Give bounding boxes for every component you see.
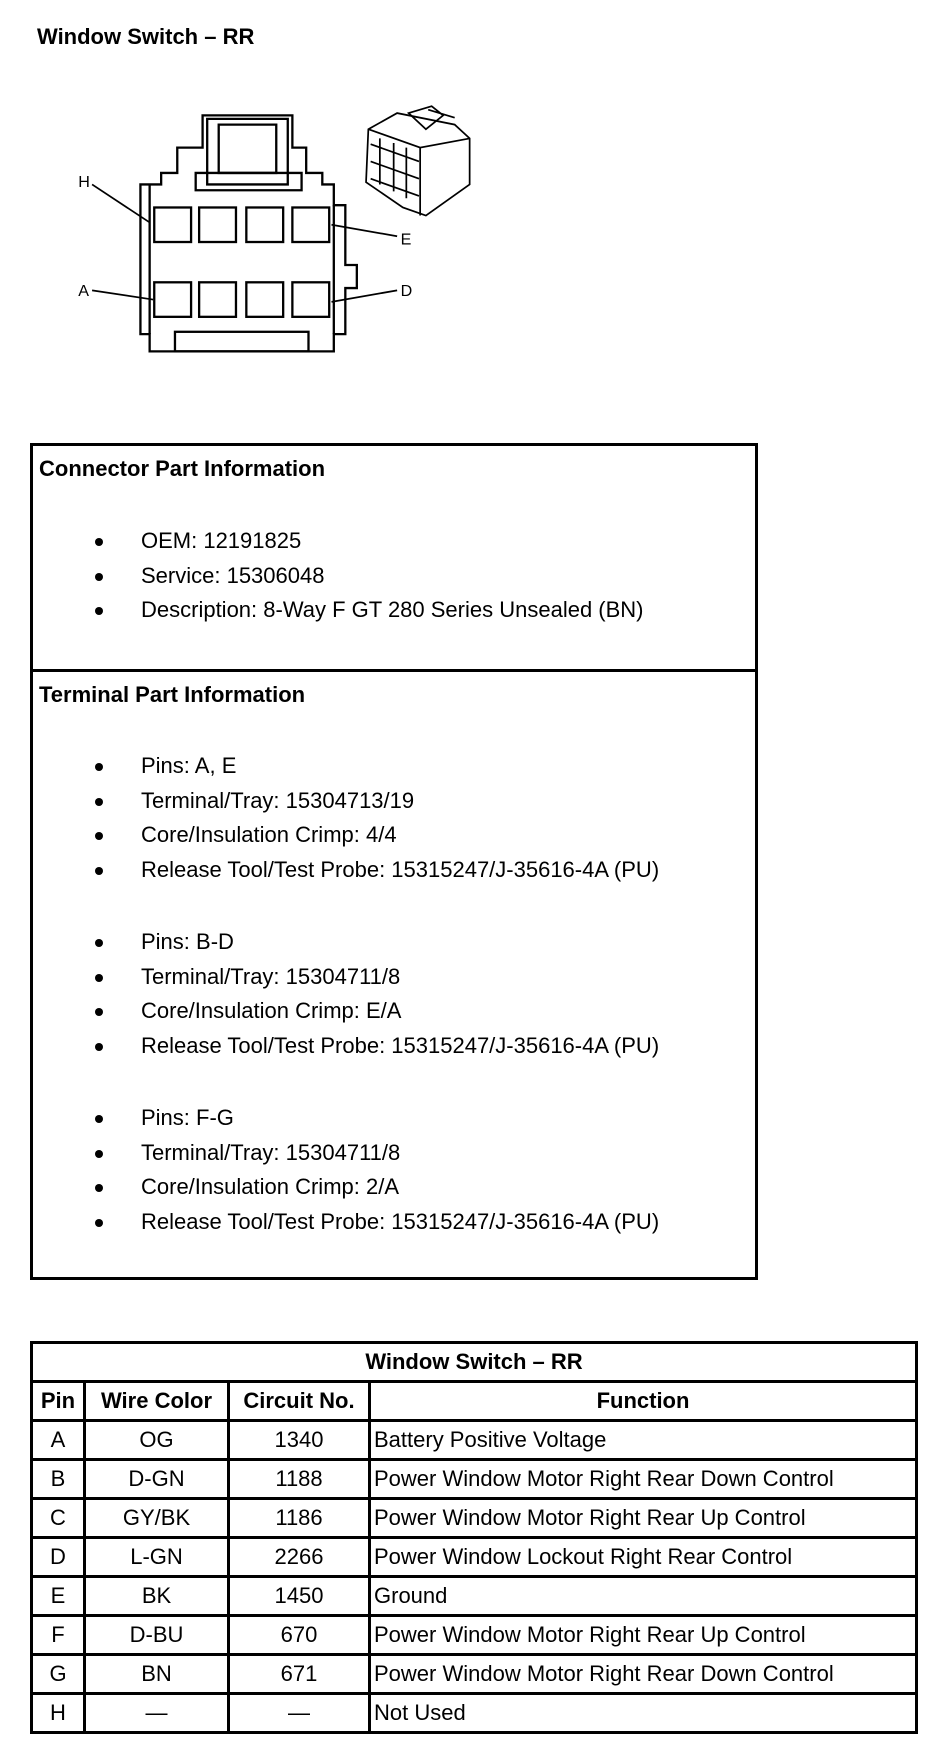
circuit-cell: 1340 (229, 1421, 370, 1460)
section-heading: Terminal Part Information (39, 682, 306, 707)
cavity (292, 207, 329, 242)
list-item: Core/Insulation Crimp: 4/4 (33, 818, 659, 853)
list-item: Release Tool/Test Probe: 15315247/J-35616-4A (PU) (33, 853, 659, 888)
circuit-cell: 671 (229, 1655, 370, 1694)
function-cell: Power Window Motor Right Rear Up Control (370, 1499, 917, 1538)
pin-cell: F (32, 1616, 85, 1655)
connector-3d-view (366, 106, 470, 215)
list-item: Terminal/Tray: 15304711/8 (33, 1136, 659, 1171)
cavity (292, 282, 329, 317)
pin-label-e: E (400, 230, 412, 249)
circuit-cell: — (229, 1694, 370, 1733)
cavity (246, 207, 283, 242)
page-title: Window Switch – RR (37, 24, 255, 49)
wire-color-cell: BK (85, 1577, 229, 1616)
pin-cell: B (32, 1460, 85, 1499)
connector-part-information (33, 446, 755, 672)
pinout-table (30, 1341, 918, 1734)
list-item: Terminal/Tray: 15304711/8 (33, 960, 659, 995)
pin-cell: G (32, 1655, 85, 1694)
table-row (32, 1421, 917, 1460)
connector-face (92, 115, 397, 351)
wire-color-cell: OG (85, 1421, 229, 1460)
header-circuit-no: Circuit No. (229, 1382, 370, 1421)
table-row (32, 1616, 917, 1655)
wire-color-cell: BN (85, 1655, 229, 1694)
table-row (32, 1694, 917, 1733)
part-information-box (30, 443, 758, 1280)
table-row (32, 1577, 917, 1616)
pin-label-a: A (78, 282, 90, 301)
terminal-group (33, 1101, 659, 1239)
table-row (32, 1460, 917, 1499)
list-item: Release Tool/Test Probe: 15315247/J-35616-4A (PU) (33, 1205, 659, 1240)
table-row (32, 1538, 917, 1577)
pin-cell: H (32, 1694, 85, 1733)
table-title: Window Switch – RR (32, 1343, 917, 1382)
header-wire-color: Wire Color (85, 1382, 229, 1421)
pin-cell: D (32, 1538, 85, 1577)
function-cell: Battery Positive Voltage (370, 1421, 917, 1460)
section-heading: Connector Part Information (39, 456, 326, 481)
cavity (199, 282, 236, 317)
wire-color-cell: GY/BK (85, 1499, 229, 1538)
pin-label-h: H (78, 172, 90, 191)
circuit-cell: 1188 (229, 1460, 370, 1499)
connector-info-list (33, 524, 644, 628)
wire-color-cell: D-GN (85, 1460, 229, 1499)
function-cell: Power Window Motor Right Rear Down Control (370, 1655, 917, 1694)
circuit-cell: 670 (229, 1616, 370, 1655)
function-cell: Power Window Motor Right Rear Up Control (370, 1616, 917, 1655)
list-item: Service: 15306048 (33, 559, 644, 594)
wire-color-cell: D-BU (85, 1616, 229, 1655)
list-item: Description: 8-Way F GT 280 Series Unsealed (BN) (33, 593, 644, 628)
wire-color-cell: — (85, 1694, 229, 1733)
pin-cell: A (32, 1421, 85, 1460)
circuit-cell: 1186 (229, 1499, 370, 1538)
list-item: Release Tool/Test Probe: 15315247/J-35616-4A (PU) (33, 1029, 659, 1064)
pin-cell: E (32, 1577, 85, 1616)
list-item: Pins: B-D (33, 925, 659, 960)
list-item: Core/Insulation Crimp: 2/A (33, 1170, 659, 1205)
header-function: Function (370, 1382, 917, 1421)
header-pin: Pin (32, 1382, 85, 1421)
function-cell: Power Window Motor Right Rear Down Control (370, 1460, 917, 1499)
connector-diagram (0, 0, 480, 400)
pin-cell: C (32, 1499, 85, 1538)
list-item: OEM: 12191825 (33, 524, 644, 559)
list-item: Pins: F-G (33, 1101, 659, 1136)
table-row (32, 1655, 917, 1694)
list-item: Terminal/Tray: 15304713/19 (33, 784, 659, 819)
cavity (154, 207, 191, 242)
function-cell: Ground (370, 1577, 917, 1616)
function-cell: Not Used (370, 1694, 917, 1733)
cavity (154, 282, 191, 317)
function-cell: Power Window Lockout Right Rear Control (370, 1538, 917, 1577)
circuit-cell: 2266 (229, 1538, 370, 1577)
table-row (32, 1499, 917, 1538)
cavity (246, 282, 283, 317)
circuit-cell: 1450 (229, 1577, 370, 1616)
list-item: Core/Insulation Crimp: E/A (33, 994, 659, 1029)
terminal-group (33, 925, 659, 1063)
terminal-group (33, 749, 659, 887)
cavity (199, 207, 236, 242)
wire-color-cell: L-GN (85, 1538, 229, 1577)
list-item: Pins: A, E (33, 749, 659, 784)
pin-label-d: D (400, 282, 413, 301)
